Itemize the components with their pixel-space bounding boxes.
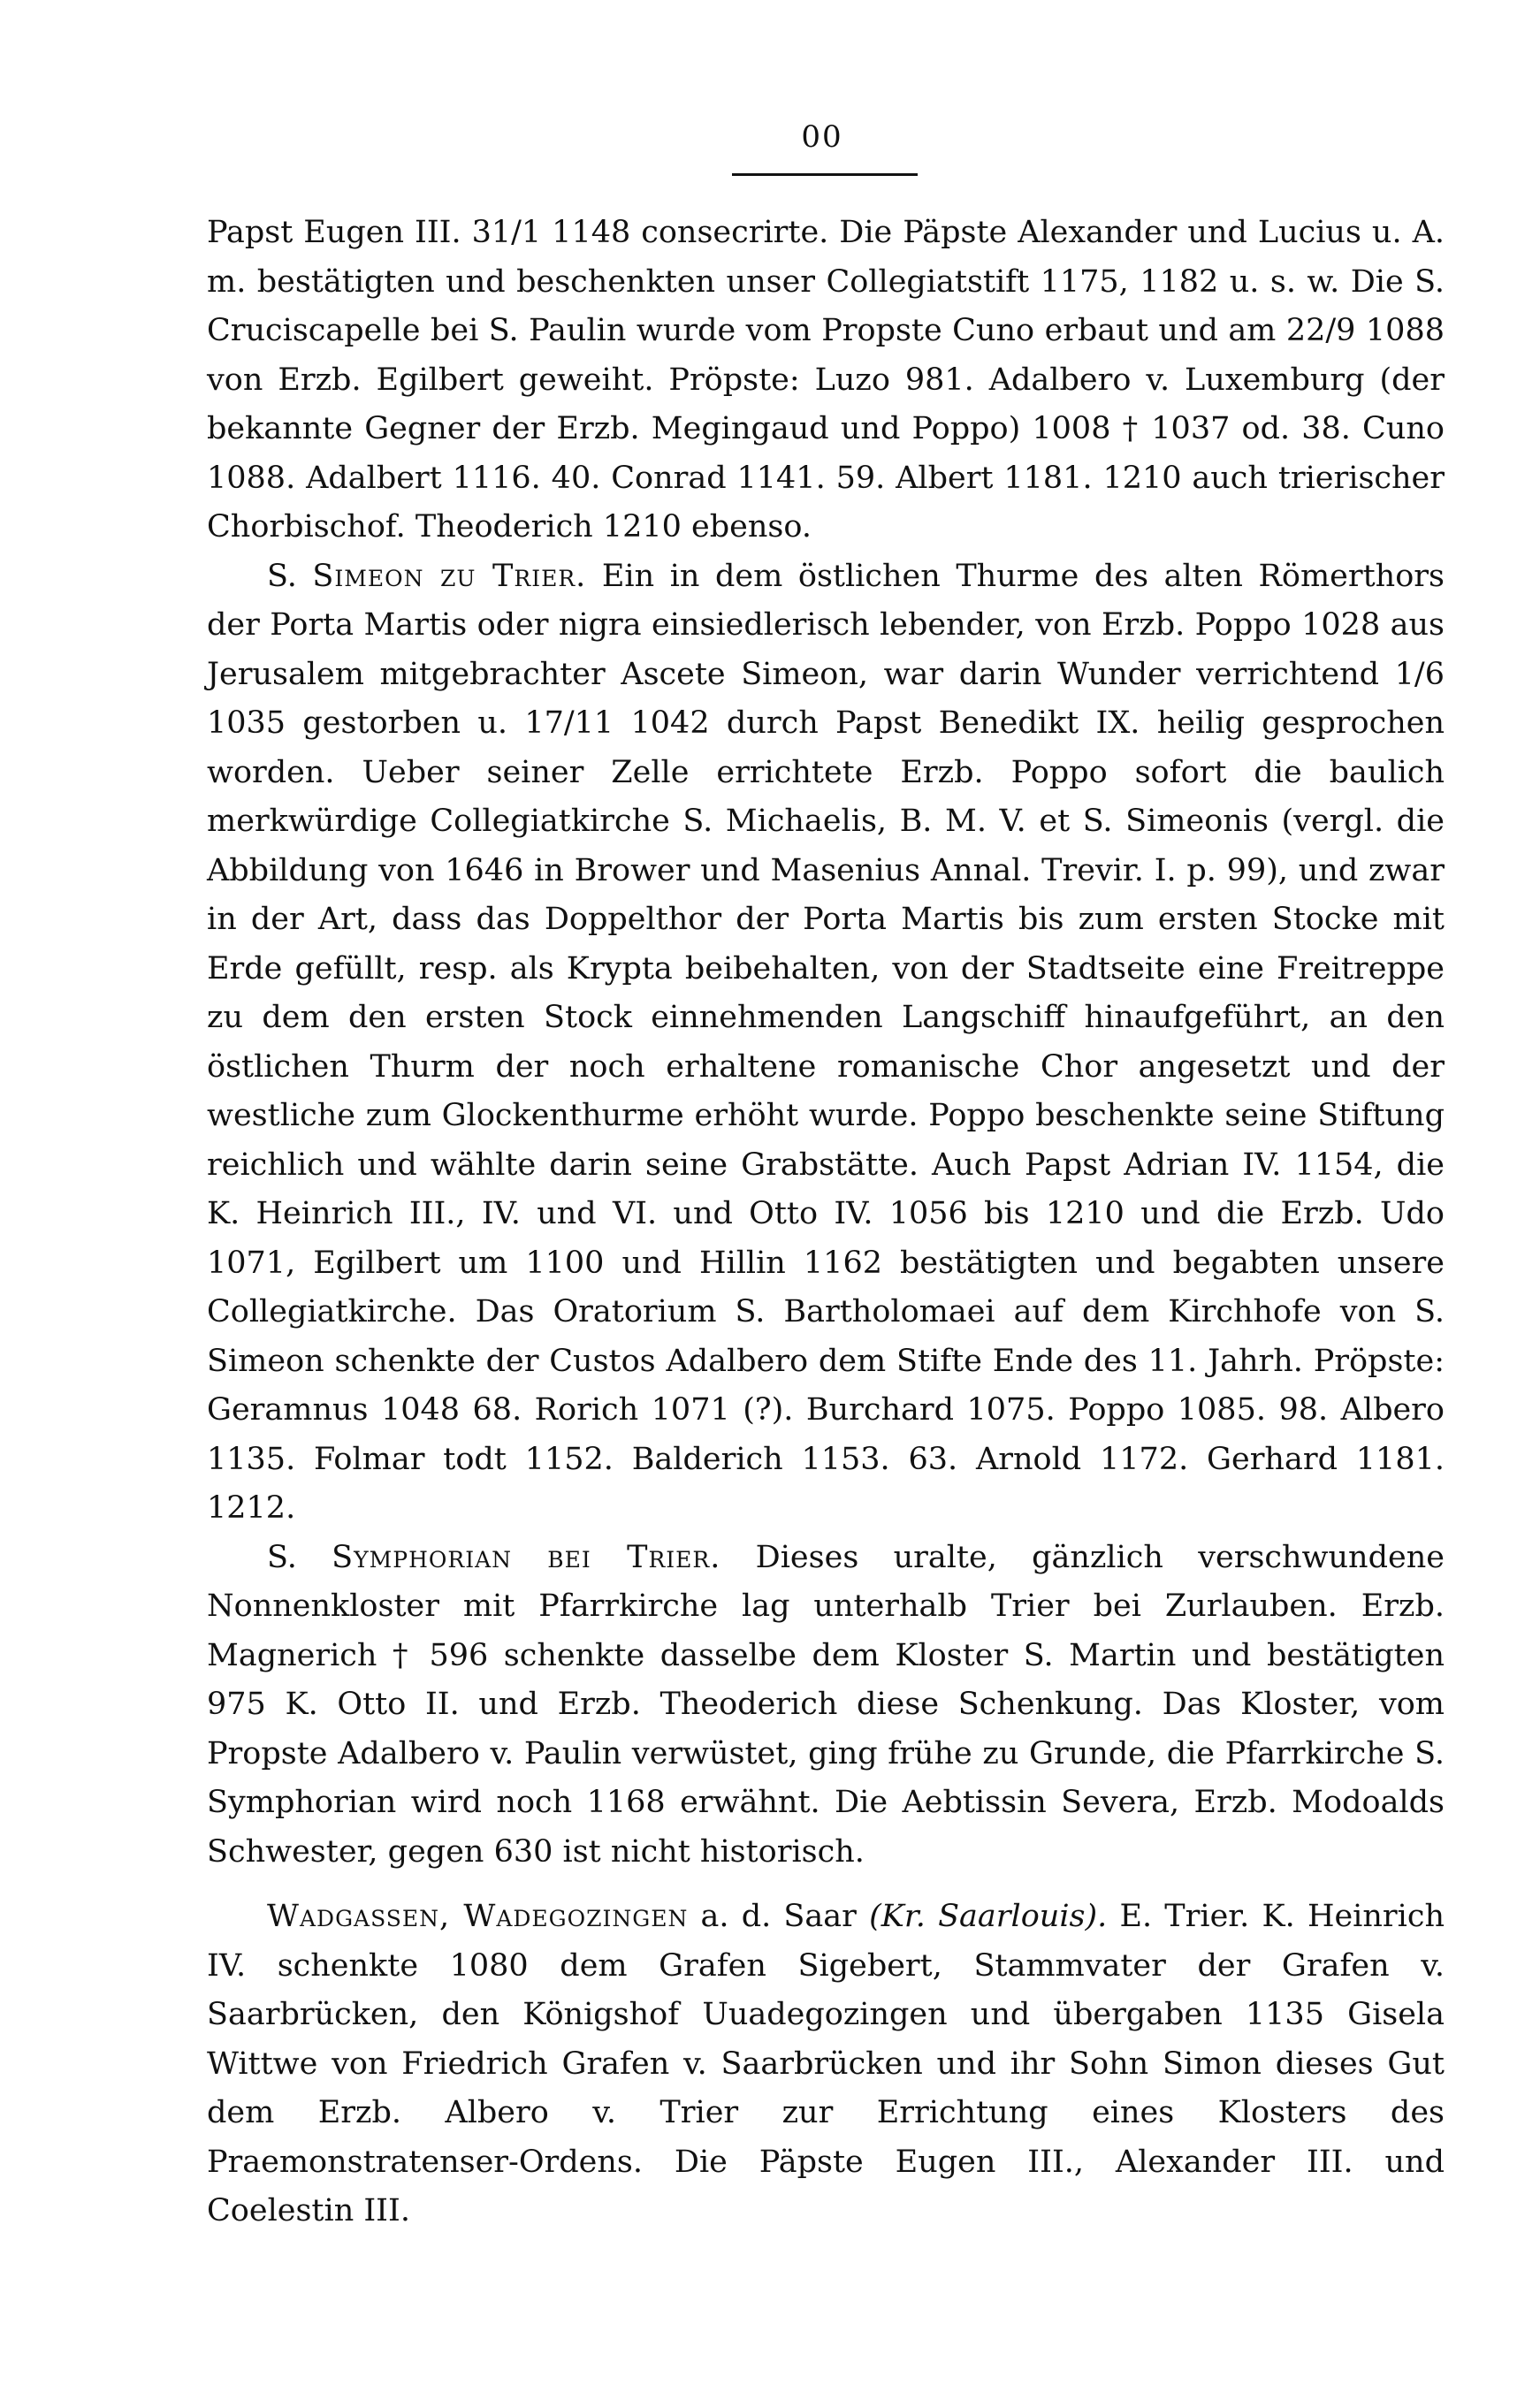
paragraph-wadgassen	[207, 1893, 1445, 2236]
paragraph-simeon	[207, 552, 1445, 1534]
entry-prefix: S.	[267, 558, 297, 594]
entry-prefix: S.	[267, 1539, 297, 1575]
location-text: a. d. Saar	[700, 1899, 857, 1934]
header-rule	[732, 173, 918, 176]
entry-heading: Simeon zu Trier.	[312, 558, 587, 594]
body-text	[207, 209, 1445, 2236]
paragraph-text: E. Trier. K. Heinrich IV. schenkte 1080 dem Grafen Sigebert, Stammvater der Grafen v. Saarbrücken, den Königshof Uuadegozingen und übergaben 1135 Gisela Wittwe von Friedrich Grafen v. Saarbrücken und ihr Sohn Simon dieses Gut dem Erzb. Albero v. Trier zur Errichtung eines Klosters des Praemonstratenser-Ordens. Die Päpste Eugen III., Alexander III. und Coelestin III.	[207, 1899, 1445, 2228]
paragraph-text: Ein in dem östlichen Thurme des alten Römerthors der Porta Martis oder nigra einsiedlerisch lebender, von Erzb. Poppo 1028 aus Jerusalem mitgebrachter Ascete Simeon, war darin Wunder verrichtend 1/6 1035 gestorben u. 17/11 1042 durch Papst Benedikt IX. heilig gesprochen worden. Ueber seiner Zelle errichtete Erzb. Poppo sofort die baulich merkwürdige Collegiatkirche S. Michaelis, B. M. V. et S. Simeonis (vergl. die Abbildung von 1646 in Brower und Masenius Annal. Trevir. I. p. 99), und zwar in der Art, dass das Doppelthor der Porta Martis bis zum ersten Stocke mit Erde gefüllt, resp. als Krypta beibehalten, von der Stadtseite eine Freitreppe zu dem den ersten Stock einnehmenden Langschiff hinaufgeführt, an den östlichen Thurm der noch erhaltene romanische Chor angesetzt und der westliche zum Glockenthurme erhöht wurde. Poppo beschenkte seine Stiftung reichlich und wählte darin seine Grabstätte. Auch Papst Adrian IV. 1154, die K. Heinrich III., IV. und VI. und Otto IV. 1056 bis 1210 und die Erzb. Udo 1071, Egilbert um 1100 und Hillin 1162 bestätigten und begabten unsere Collegiatkirche. Das Oratorium S. Bartholomaei auf dem Kirchhofe von S. Simeon schenkte der Custos Adalbero dem Stifte Ende des 11. Jahrh. Pröpste: Geramnus 1048 68. Rorich 1071 (?). Burchard 1075. Poppo 1085. 98. Albero 1135. Folmar todt 1152. Balderich 1153. 63. Arnold 1172. Gerhard 1181. 1212.	[207, 558, 1445, 1526]
page-number: 00	[801, 119, 843, 155]
paragraph-text: Papst Eugen III. 31/1 1148 consecrirte. Die Päpste Alexander und Lucius u. A. m. bestätigten und beschenkten unser Collegiatstift 1175, 1182 u. s. w. Die S. Cruciscapelle bei S. Paulin wurde vom Propste Cuno erbaut und am 22/9 1088 von Erzb. Egilbert geweiht. Pröpste: Luzo 981. Adalbero v. Luxemburg (der bekannte Gegner der Erzb. Megingaud und Poppo) 1008 † 1037 od. 38. Cuno 1088. Adalbert 1116. 40. Conrad 1141. 59. Albert 1181. 1210 auch trierischer Chorbischof. Theoderich 1210 ebenso.	[207, 215, 1445, 545]
entry-heading: Wadgassen, Wadegozingen	[267, 1899, 689, 1934]
entry-heading: Symphorian bei Trier.	[332, 1539, 721, 1575]
paragraph-text: Dieses uralte, gänzlich verschwundene Nonnenkloster mit Pfarrkirche lag unterhalb Trier bei Zurlauben. Erzb. Magnerich † 596 schenkte dasselbe dem Kloster S. Martin und bestätigten 975 K. Otto II. und Erzb. Theoderich diese Schenkung. Das Kloster, vom Propste Adalbero v. Paulin verwüstet, ging frühe zu Grunde, die Pfarrkirche S. Symphorian wird noch 1168 erwähnt. Die Aebtissin Severa, Erzb. Modoalds Schwester, gegen 630 ist nicht historisch.	[207, 1539, 1445, 1870]
paragraph-symphorian	[207, 1534, 1445, 1878]
location-italic: (Kr. Saarlouis).	[869, 1899, 1108, 1934]
paragraph-paulin-continuation	[207, 209, 1445, 552]
